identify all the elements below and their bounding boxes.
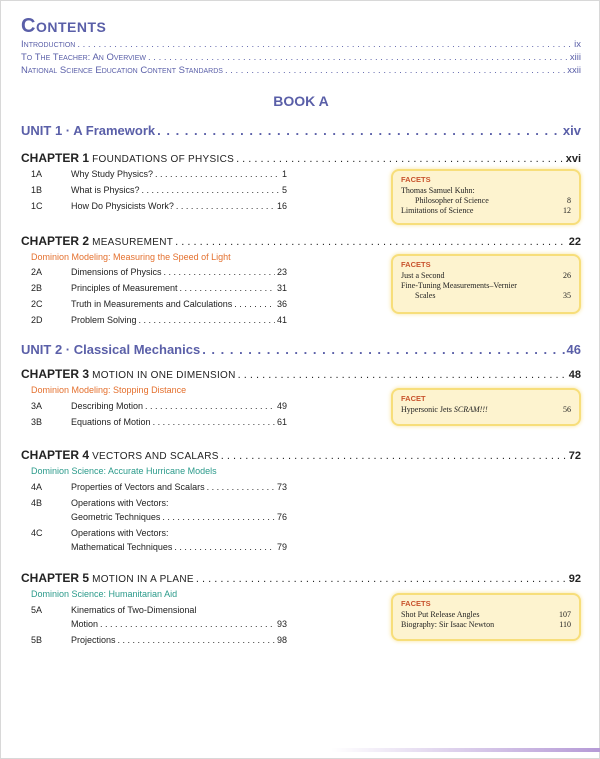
chapter-page: 92 xyxy=(568,573,581,585)
section-2d[interactable] xyxy=(31,315,287,325)
section-number: 4B xyxy=(31,498,43,508)
chapter-number: CHAPTER 5 xyxy=(21,571,90,585)
facet-label: Hypersonic Jets SCRAM!!! xyxy=(401,405,488,414)
leader-dots xyxy=(142,185,280,195)
chapter-5-entry[interactable] xyxy=(21,571,581,585)
section-number: 5B xyxy=(31,635,43,645)
section-page: 23 xyxy=(276,267,287,277)
unit-page: xiv xyxy=(562,123,581,138)
section-label-cont: Motion xyxy=(71,619,99,629)
chapter-name: MEASUREMENT xyxy=(92,237,174,248)
section-5b[interactable] xyxy=(31,635,287,645)
section-label-cont: Mathematical Techniques xyxy=(71,542,173,552)
chapter-page: 48 xyxy=(568,369,581,381)
section-4b[interactable] xyxy=(71,512,287,522)
facet-page: 26 xyxy=(563,271,571,280)
section-page: 1 xyxy=(281,169,287,179)
section-number: 1B xyxy=(31,185,43,195)
chapter-name: FOUNDATIONS OF PHYSICS xyxy=(92,154,235,165)
section-label: How Do Physicists Work? xyxy=(71,201,174,211)
facet-item[interactable] xyxy=(401,620,571,630)
facet-label: Thomas Samuel Kuhn: xyxy=(401,186,475,195)
leader-dots xyxy=(175,236,567,248)
section-label: Why Study Physics? xyxy=(71,169,154,179)
leader-dots xyxy=(202,342,564,357)
facet-item[interactable] xyxy=(401,186,571,196)
section-1c[interactable] xyxy=(31,201,287,211)
chapter-number: CHAPTER 4 xyxy=(21,448,90,462)
section-number: 4A xyxy=(31,482,43,492)
section-page: 5 xyxy=(281,185,287,195)
toc-entry-label: National Science Education Content Standards xyxy=(21,65,223,76)
facet-emphasis: SCRAM!!! xyxy=(453,405,488,414)
section-number: 2B xyxy=(31,283,43,293)
chapter-number: CHAPTER 3 xyxy=(21,367,90,381)
facet-item[interactable] xyxy=(401,291,571,301)
facet-label: Philosopher of Science xyxy=(415,196,489,205)
section-label: Dimensions of Physics xyxy=(71,267,162,277)
section-4b-label xyxy=(31,498,287,508)
facet-label: Biography: Sir Isaac Newton xyxy=(401,620,495,629)
leader-dots xyxy=(174,542,275,552)
section-label: Equations of Motion xyxy=(71,417,151,427)
facet-label: Shot Put Release Angles xyxy=(401,610,480,619)
section-5a[interactable] xyxy=(71,619,287,629)
section-label: Problem Solving xyxy=(71,315,137,325)
section-1a[interactable] xyxy=(31,169,287,179)
unit-label: UNIT 2 · Classical Mechanics xyxy=(21,342,201,357)
chapter-page: 72 xyxy=(568,450,581,462)
section-page: 79 xyxy=(276,542,287,552)
chapter-name: MOTION IN A PLANE xyxy=(92,574,194,585)
section-label: What is Physics? xyxy=(71,185,140,195)
facet-page: 8 xyxy=(567,196,571,205)
section-page: 61 xyxy=(276,417,287,427)
section-page: 93 xyxy=(276,619,287,629)
leader-dots xyxy=(196,573,567,585)
leader-dots xyxy=(157,123,561,138)
facets-heading: FACETS xyxy=(401,599,431,608)
facet-item[interactable] xyxy=(401,271,571,281)
chapter-1-entry[interactable] xyxy=(21,151,581,165)
section-1b[interactable] xyxy=(31,185,287,195)
book-heading: BOOK A xyxy=(273,93,329,109)
leader-dots xyxy=(162,512,275,522)
section-number: 1C xyxy=(31,201,43,211)
facets-heading: FACETS xyxy=(401,260,431,269)
toc-entry-page: xiii xyxy=(569,52,581,63)
section-number: 2C xyxy=(31,299,43,309)
section-page: 73 xyxy=(276,482,287,492)
unit-1-entry[interactable] xyxy=(21,123,581,138)
facet-label: Just a Second xyxy=(401,271,445,280)
section-label: Properties of Vectors and Scalars xyxy=(71,482,205,492)
chapter-number: CHAPTER 1 xyxy=(21,151,90,165)
toc-entry-label: To The Teacher: An Overview xyxy=(21,52,147,63)
facet-page: 110 xyxy=(559,620,571,629)
section-number: 3B xyxy=(31,417,43,427)
chapter-3-entry[interactable] xyxy=(21,367,581,381)
facets-box xyxy=(391,169,581,225)
section-4c[interactable] xyxy=(71,542,287,552)
leader-dots xyxy=(145,401,275,411)
facet-page: 56 xyxy=(563,405,571,414)
section-3a[interactable] xyxy=(31,401,287,411)
section-label: Kinematics of Two-Dimensional xyxy=(71,605,197,615)
section-number: 1A xyxy=(31,169,43,179)
leader-dots xyxy=(153,417,275,427)
leader-dots xyxy=(100,619,275,629)
section-number: 5A xyxy=(31,605,43,615)
section-4a[interactable] xyxy=(31,482,287,492)
chapter-page: xvi xyxy=(565,153,581,165)
chapter-2-entry[interactable] xyxy=(21,234,581,248)
facet-page: 107 xyxy=(559,610,571,619)
toc-entry-label: Introduction xyxy=(21,39,76,50)
facet-item[interactable] xyxy=(401,610,571,620)
section-label-cont: Geometric Techniques xyxy=(71,512,161,522)
facets-box xyxy=(391,593,581,641)
leader-dots xyxy=(234,299,275,309)
facet-box xyxy=(391,388,581,426)
section-label: Describing Motion xyxy=(71,401,144,411)
section-label: Principles of Measurement xyxy=(71,283,178,293)
section-page: 16 xyxy=(276,201,287,211)
toc-entry-page: ix xyxy=(574,39,581,50)
facet-item[interactable] xyxy=(401,281,571,291)
section-number: 2D xyxy=(31,315,43,325)
chapter-number: CHAPTER 2 xyxy=(21,234,90,248)
unit-page: 46 xyxy=(566,342,581,357)
section-page: 98 xyxy=(276,635,287,645)
facet-item[interactable] xyxy=(401,405,571,415)
unit-label: UNIT 1 · A Framework xyxy=(21,123,156,138)
leader-dots xyxy=(236,153,564,165)
chapter-name: VECTORS AND SCALARS xyxy=(92,451,219,462)
facet-label: Limitations of Science xyxy=(401,206,474,215)
section-2c[interactable] xyxy=(31,299,287,309)
dominion-science-link[interactable]: Dominion Science: Accurate Hurricane Models xyxy=(31,466,217,476)
section-number: 3A xyxy=(31,401,43,411)
dominion-science-link[interactable]: Dominion Science: Humanitarian Aid xyxy=(31,589,178,599)
toc-entry-page: xxii xyxy=(567,65,581,76)
section-2a[interactable] xyxy=(31,267,287,277)
unit-2-entry[interactable] xyxy=(21,342,581,357)
toc-entry-content-standards[interactable] xyxy=(21,65,581,76)
chapter-page: 22 xyxy=(568,236,581,248)
section-number: 4C xyxy=(31,528,43,538)
leader-dots xyxy=(225,65,565,76)
facet-label: Scales xyxy=(415,291,436,300)
section-label: Projections xyxy=(71,635,116,645)
leader-dots xyxy=(180,283,275,293)
leader-dots xyxy=(118,635,275,645)
leader-dots xyxy=(207,482,275,492)
footer-rule xyxy=(331,748,600,752)
toc-entry-introduction[interactable] xyxy=(21,39,581,50)
leader-dots xyxy=(221,450,567,462)
leader-dots xyxy=(155,169,280,179)
leader-dots xyxy=(139,315,275,325)
section-label: Truth in Measurements and Calculations xyxy=(71,299,233,309)
section-page: 76 xyxy=(276,512,287,522)
leader-dots xyxy=(148,52,568,63)
section-4c-label xyxy=(31,528,287,538)
leader-dots xyxy=(238,369,567,381)
facet-label: Fine-Tuning Measurements–Vernier xyxy=(401,281,517,290)
section-page: 41 xyxy=(276,315,287,325)
facet-item[interactable] xyxy=(401,206,571,216)
section-label: Operations with Vectors: xyxy=(71,528,169,538)
leader-dots xyxy=(176,201,275,211)
dominion-modeling-link[interactable]: Dominion Modeling: Stopping Distance xyxy=(31,385,187,395)
dominion-modeling-link[interactable]: Dominion Modeling: Measuring the Speed of Light xyxy=(31,252,231,262)
facet-heading: FACET xyxy=(401,394,426,403)
section-number: 2A xyxy=(31,267,43,277)
facets-heading: FACETS xyxy=(401,175,431,184)
section-label: Operations with Vectors: xyxy=(71,498,169,508)
section-2b[interactable] xyxy=(31,283,287,293)
chapter-4-entry[interactable] xyxy=(21,448,581,462)
section-3b[interactable] xyxy=(31,417,287,427)
facet-page: 12 xyxy=(563,206,571,215)
page-title: Contents xyxy=(21,15,107,37)
section-page: 31 xyxy=(276,283,287,293)
facet-item[interactable] xyxy=(401,196,571,206)
section-page: 36 xyxy=(276,299,287,309)
leader-dots xyxy=(164,267,275,277)
chapter-name: MOTION IN ONE DIMENSION xyxy=(92,370,236,381)
facets-box xyxy=(391,254,581,314)
toc-entry-to-the-teacher[interactable] xyxy=(21,52,581,63)
section-page: 49 xyxy=(276,401,287,411)
facet-page: 35 xyxy=(563,291,571,300)
leader-dots xyxy=(77,39,572,50)
section-5a-label xyxy=(31,605,287,615)
